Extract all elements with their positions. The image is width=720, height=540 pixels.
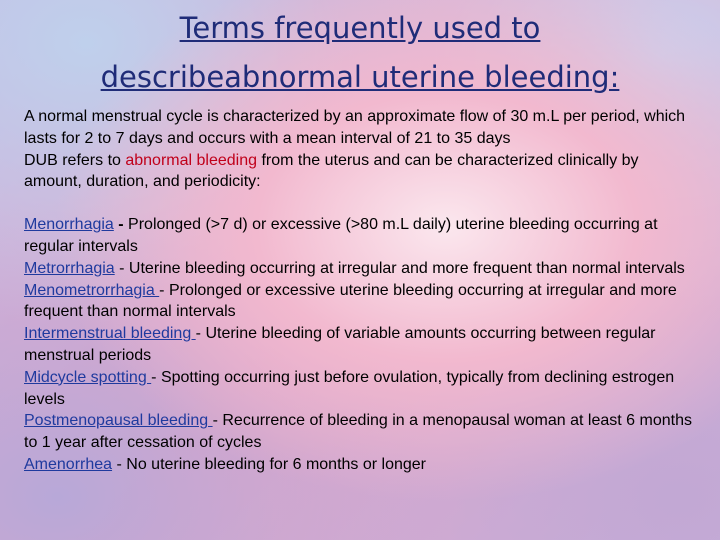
term-item-midcycle-spotting bbox=[24, 367, 700, 411]
term-link-intermenstrual-bleeding[interactable]: Intermenstrual bleeding bbox=[24, 325, 196, 343]
term-link-menorrhagia[interactable]: Menorrhagia bbox=[24, 216, 114, 234]
term-link-midcycle-spotting[interactable]: Midcycle spotting bbox=[24, 368, 152, 386]
term-item-postmenopausal-bleeding bbox=[24, 410, 700, 454]
term-separator: - bbox=[212, 412, 223, 430]
term-definition: Prolonged (>7 d) or excessive (>80 m.L daily) uterine bleeding occurring at regular intervals bbox=[24, 216, 658, 255]
term-link-postmenopausal-bleeding[interactable]: Postmenopausal bleeding bbox=[24, 412, 213, 430]
title-line-1: Terms frequently used to bbox=[179, 11, 541, 45]
page-title bbox=[20, 4, 700, 102]
term-separator: - bbox=[151, 368, 161, 386]
term-separator: - bbox=[195, 325, 206, 343]
term-separator: - bbox=[159, 281, 169, 299]
content-body bbox=[24, 106, 700, 476]
term-separator: - bbox=[112, 455, 127, 473]
term-link-menometrorrhagia[interactable]: Menometrorrhagia bbox=[24, 281, 160, 299]
term-item-menometrorrhagia bbox=[24, 280, 700, 324]
term-definition: Prolonged or excessive uterine bleeding occurring at irregular and more frequent than normal intervals bbox=[24, 281, 677, 321]
intro-sentence-2-end: from the uterus and can be characterized clinically by amount, duration, and periodicity: bbox=[24, 151, 639, 191]
term-item-intermenstrual-bleeding bbox=[24, 323, 700, 367]
intro-sentence-1: A normal menstrual cycle is characterized by an approximate flow of 30 m.L per period, which lasts for 2 to 7 days and occurs with a mean interval of 21 to 35 days bbox=[24, 108, 686, 147]
intro-sentence-2-start: DUB refers to bbox=[24, 151, 126, 169]
term-link-metrorrhagia[interactable]: Metrorrhagia bbox=[24, 259, 115, 277]
term-link-amenorrhea[interactable]: Amenorrhea bbox=[24, 455, 113, 473]
term-separator: - bbox=[113, 216, 129, 234]
term-definition: No uterine bleeding for 6 months or longer bbox=[126, 455, 426, 473]
term-definition: Recurrence of bleeding in a menopausal woman at least 6 months to 1 year after cessation of cycles bbox=[24, 412, 692, 452]
term-definition: Uterine bleeding occurring at irregular and more frequent than normal intervals bbox=[128, 259, 685, 277]
term-item-metrorrhagia bbox=[24, 258, 700, 280]
abnormal-bleeding-highlight: abnormal bleeding bbox=[125, 151, 258, 169]
term-item-menorrhagia bbox=[24, 214, 700, 258]
term-item-amenorrhea bbox=[24, 454, 700, 476]
term-separator: - bbox=[114, 259, 129, 277]
intro-paragraph bbox=[24, 106, 700, 193]
term-definition: Uterine bleeding of variable amounts occurring between regular menstrual periods bbox=[24, 325, 656, 364]
term-list bbox=[24, 214, 700, 476]
title-line-2: describeabnormal uterine bleeding: bbox=[100, 60, 620, 94]
term-definition: Spotting occurring just before ovulation, typically from declining estrogen levels bbox=[24, 368, 675, 408]
